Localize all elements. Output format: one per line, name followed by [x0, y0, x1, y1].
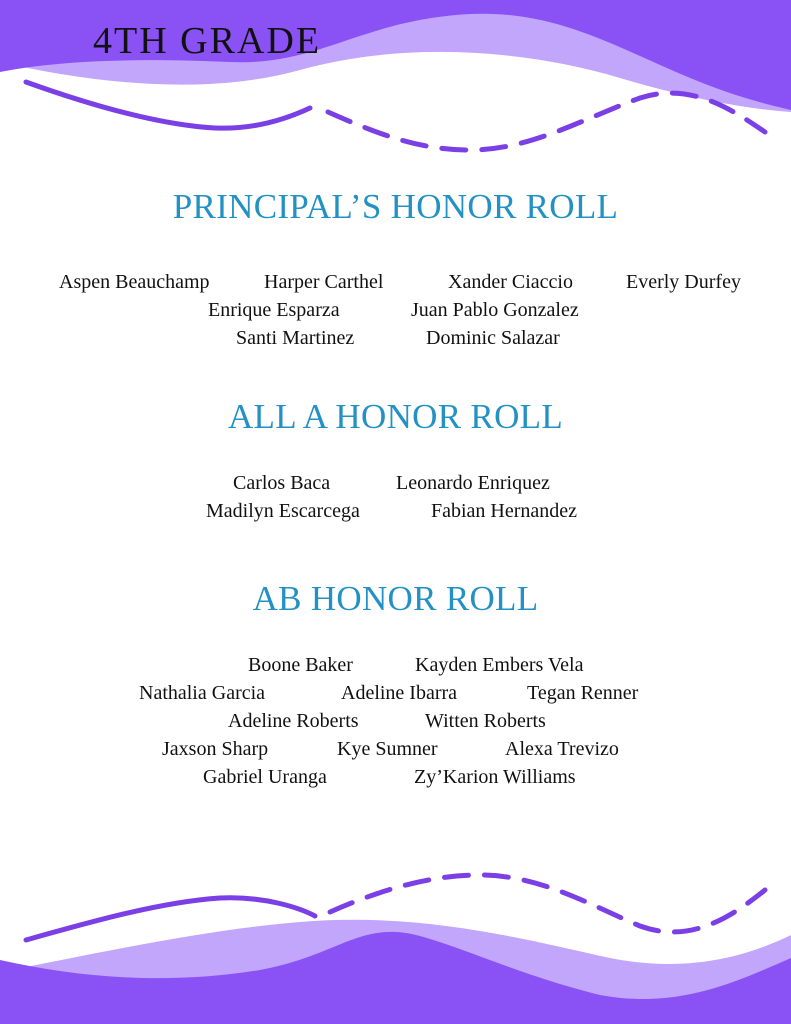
all-a-honor-roll-title: ALL A HONOR ROLL [227, 397, 564, 436]
honoree-name: Alexa Trevizo [505, 738, 619, 760]
honoree-name: Witten Roberts [425, 710, 546, 732]
honoree-name: Santi Martinez [236, 327, 355, 349]
honoree-name: Kye Sumner [337, 738, 438, 760]
honoree-name: Fabian Hernandez [431, 500, 578, 522]
honoree-name: Boone Baker [248, 654, 353, 676]
honoree-name: Juan Pablo Gonzalez [411, 299, 579, 321]
ab-honor-roll-title: AB HONOR ROLL [252, 579, 539, 618]
honoree-name: Carlos Baca [233, 472, 331, 494]
grade-title: 4TH GRADE [93, 20, 322, 62]
honoree-name: Jaxson Sharp [162, 738, 269, 760]
top-wave-dashed-line [328, 93, 765, 150]
honoree-name: Dominic Salazar [426, 327, 560, 349]
honoree-name: Harper Carthel [264, 271, 384, 293]
honoree-name: Enrique Esparza [208, 299, 340, 321]
honoree-name: Nathalia Garcia [139, 682, 266, 704]
honoree-name: Leonardo Enriquez [396, 472, 550, 494]
honoree-name: Adeline Ibarra [341, 682, 458, 704]
honoree-name: Madilyn Escarcega [206, 500, 360, 522]
honoree-name: Aspen Beauchamp [59, 271, 210, 293]
top-wave-solid-line [26, 82, 310, 128]
bottom-wave-decoration [0, 860, 791, 1024]
principals-honor-roll-title: PRINCIPAL’S HONOR ROLL [172, 187, 619, 226]
honoree-name: Xander Ciaccio [448, 271, 573, 293]
honoree-name: Adeline Roberts [228, 710, 359, 732]
honoree-name: Kayden Embers Vela [415, 654, 584, 676]
honoree-name: Zy’Karion Williams [414, 766, 576, 788]
honoree-name: Gabriel Uranga [203, 766, 327, 788]
honoree-name: Everly Durfey [626, 271, 741, 293]
honoree-name: Tegan Renner [527, 682, 639, 704]
